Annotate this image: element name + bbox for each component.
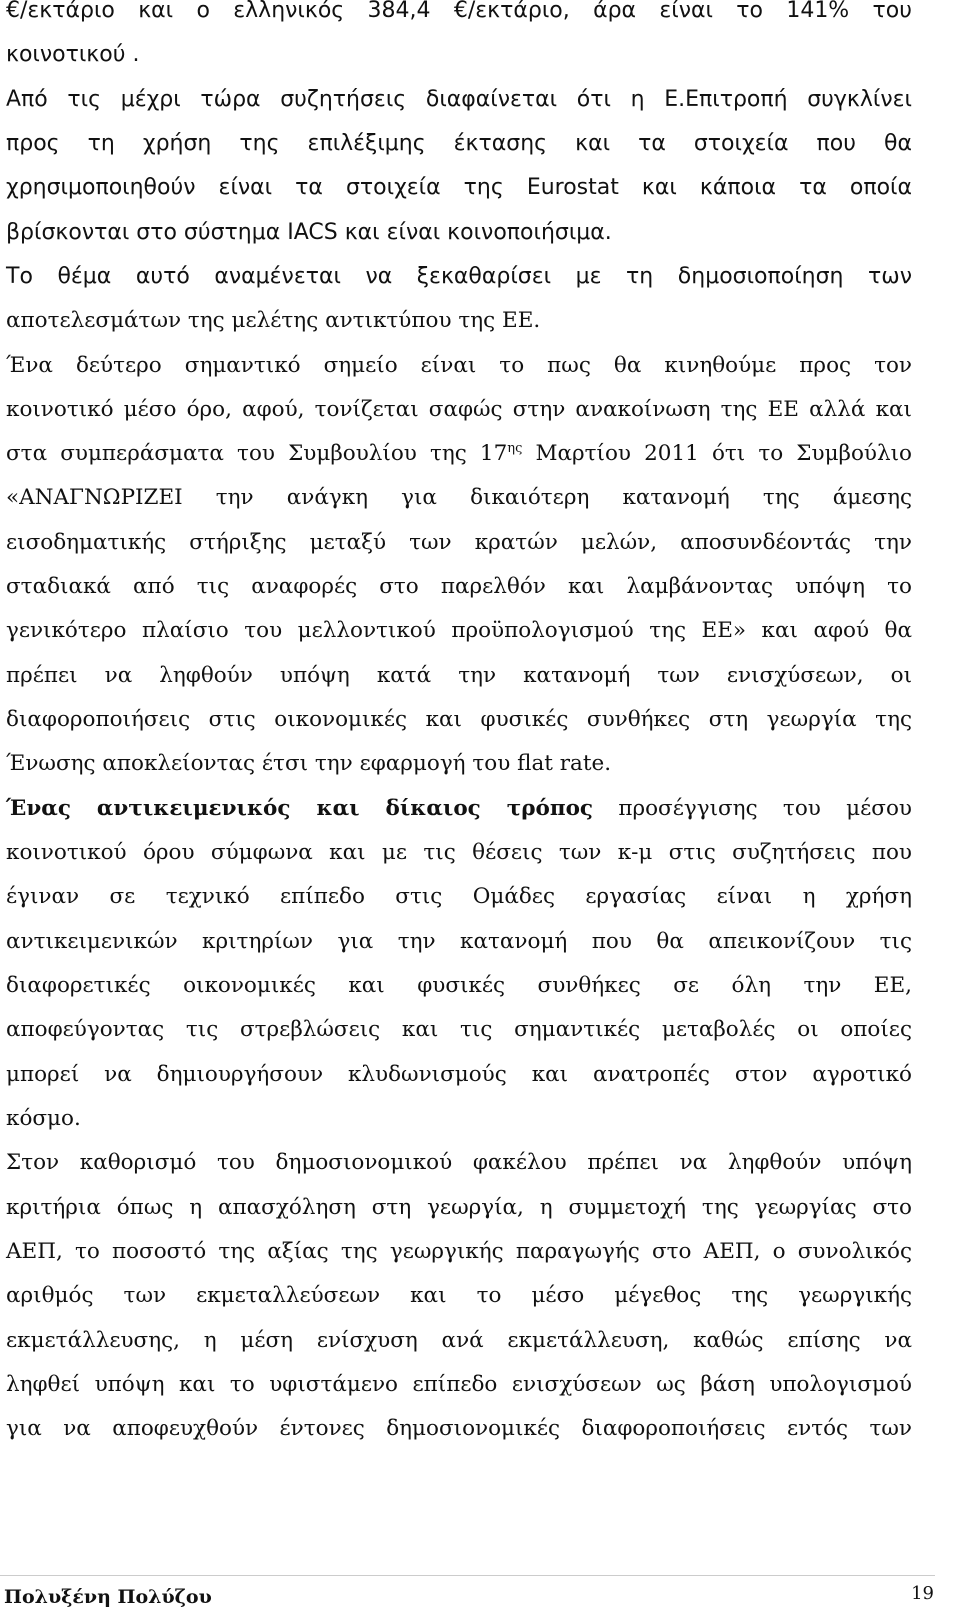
page-number: 19 [911, 1583, 934, 1604]
text-line: Ένωσης αποκλείοντας έτσι την εφαρμογή του flat rate. [6, 751, 612, 776]
text-line: γενικότερο πλαίσιο του μελλοντικού προϋπολογισμού της ΕΕ» και αφού θα [6, 618, 912, 643]
text-line [6, 436, 912, 472]
text-line: αριθμός των εκμεταλλεύσεων και το μέσο μέγεθος της γεωργικής [6, 1283, 912, 1308]
text-segment: στα συμπεράσματα του Συμβουλίου της 17 [6, 441, 508, 466]
text-line: εισοδηματικής στήριξης μεταξύ των κρατών μελών, αποσυνδέοντάς την [6, 530, 912, 555]
text-line: «ΑΝΑΓΝΩΡΙΖΕΙ την ανάγκη για δικαιότερη κατανομή της άμεσης [6, 485, 912, 510]
text-line: εκμετάλλευσης, η μέση ενίσχυση ανά εκμετάλλευση, καθώς επίσης να [6, 1328, 912, 1353]
text-line: κόσμο. [6, 1106, 81, 1131]
text-line: σταδιακά από τις αναφορές στο παρελθόν και λαμβάνοντας υπόψη το [6, 574, 912, 599]
text-line: πρέπει να ληφθούν υπόψη κατά την κατανομή των ενισχύσεων, οι [6, 663, 912, 688]
text-line: βρίσκονται στο σύστημα IACS και είναι κοινοποιήσιμα. [6, 220, 612, 245]
text-line: διαφορετικές οικονομικές και φυσικές συνθήκες σε όλη την ΕΕ, [6, 973, 912, 998]
bold-phrase: Ένας αντικειμενικός και δίκαιος τρόπος [6, 796, 594, 821]
footer-author: Πολυξένη Πολύζου [4, 1586, 212, 1608]
text-line: Το θέμα αυτό αναμένεται να ξεκαθαρίσει με τη δημοσιοποίηση των [6, 264, 912, 289]
text-line: κοινοτικού . [6, 42, 140, 67]
text-line: Από τις μέχρι τώρα συζητήσεις διαφαίνεται ότι η Ε.Επιτροπή συγκλίνει [6, 87, 912, 112]
text-line: έγιναν σε τεχνικό επίπεδο στις Ομάδες εργασίας είναι η χρήση [6, 884, 912, 909]
ordinal-superscript: ης [507, 440, 523, 456]
text-line: Στον καθορισμό του δημοσιονομικού φακέλου πρέπει να ληφθούν υπόψη [6, 1150, 912, 1175]
text-line: αποφεύγοντας τις στρεβλώσεις και τις σημαντικές μεταβολές οι οποίες [6, 1017, 912, 1042]
text-line: κριτήρια όπως η απασχόληση στη γεωργία, η συμμετοχή της γεωργίας στο [6, 1195, 912, 1220]
text-line: για να αποφευχθούν έντονες δημοσιονομικές διαφοροποιήσεις εντός των [6, 1416, 912, 1441]
text-line: προς τη χρήση της επιλέξιμης έκτασης και τα στοιχεία που θα [6, 131, 912, 156]
footer-divider [0, 1575, 935, 1576]
text-line: €/εκτάριο και ο ελληνικός 384,4 €/εκτάριο, άρα είναι το 141% του [6, 0, 912, 23]
text-line: Ένα δεύτερο σημαντικό σημείο είναι το πως θα κινηθούμε προς τον [6, 353, 912, 378]
text-line: αποτελεσμάτων της μελέτης αντικτύπου της ΕΕ. [6, 308, 541, 333]
text-segment: Μαρτίου 2011 ότι το Συμβούλιο [522, 441, 912, 466]
text-line: ΑΕΠ, το ποσοστό της αξίας της γεωργικής παραγωγής στο ΑΕΠ, ο συνολικός [6, 1239, 912, 1264]
text-line: κοινοτικού όρου σύμφωνα και με τις θέσεις των κ-μ στις συζητήσεις που [6, 840, 912, 865]
text-line: χρησιμοποιηθούν είναι τα στοιχεία της Eurostat και κάποια τα οποία [6, 175, 912, 200]
text-line [6, 791, 912, 827]
text-line: διαφοροποιήσεις στις οικονομικές και φυσικές συνθήκες στη γεωργία της [6, 707, 912, 732]
text-line: μπορεί να δημιουργήσουν κλυδωνισμούς και ανατροπές στον αγροτικό [6, 1062, 912, 1087]
text-line: ληφθεί υπόψη και το υφιστάμενο επίπεδο ενισχύσεων ως βάση υπολογισμού [6, 1372, 912, 1397]
text-line: κοινοτικό μέσο όρο, αφού, τονίζεται σαφώς στην ανακοίνωση της ΕΕ αλλά και [6, 397, 912, 422]
text-line: αντικειμενικών κριτηρίων για την κατανομή που θα απεικονίζουν τις [6, 929, 912, 954]
text-segment: προσέγγισης του μέσου [593, 796, 912, 821]
